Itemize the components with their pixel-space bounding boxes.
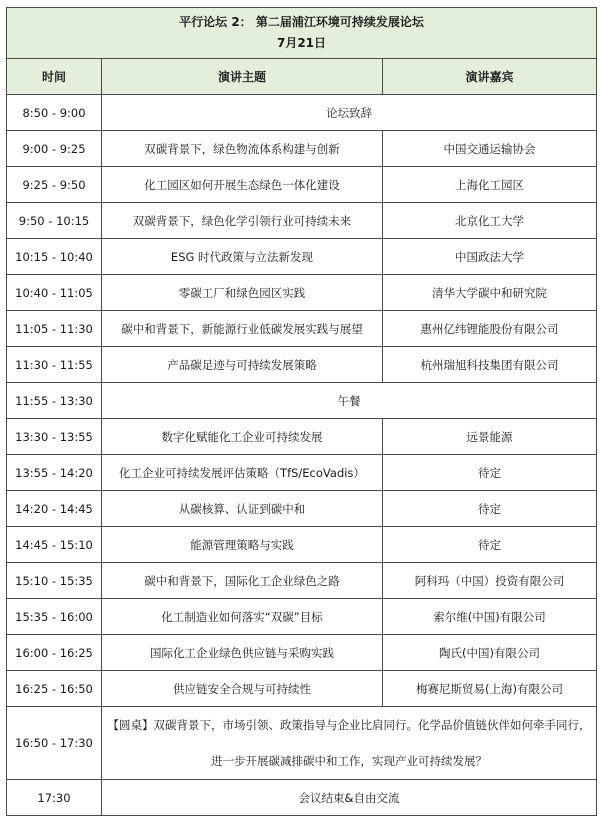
time-cell: 9:50 - 10:15 bbox=[7, 203, 102, 239]
table-row bbox=[7, 455, 597, 491]
speaker-cell: 杭州瑞旭科技集团有限公司 bbox=[383, 347, 597, 383]
speaker-cell: 中国政法大学 bbox=[383, 239, 597, 275]
table-row bbox=[7, 527, 597, 563]
time-cell: 8:50 - 9:00 bbox=[7, 95, 102, 131]
topic-cell: 双碳背景下，绿色化学引领行业可持续未来 bbox=[102, 203, 383, 239]
column-header-topic: 演讲主题 bbox=[102, 59, 383, 95]
speaker-cell: 待定 bbox=[383, 491, 597, 527]
topic-cell: 化工制造业如何落实“双碳”目标 bbox=[102, 599, 383, 635]
speaker-cell: 阿科玛（中国）投资有限公司 bbox=[383, 563, 597, 599]
topic-cell: 零碳工厂和绿色园区实践 bbox=[102, 275, 383, 311]
merged-topic-cell: 午餐 bbox=[102, 383, 597, 419]
time-cell: 15:35 - 16:00 bbox=[7, 599, 102, 635]
topic-cell: 碳中和背景下，国际化工企业绿色之路 bbox=[102, 563, 383, 599]
merged-topic-cell: 会议结束&自由交流 bbox=[102, 780, 597, 816]
table-row bbox=[7, 203, 597, 239]
roundtable-line-2: 进一步开展碳减排碳中和工作，实现产业可持续发展？ bbox=[211, 754, 487, 768]
time-cell: 15:10 - 15:35 bbox=[7, 563, 102, 599]
table-row bbox=[7, 347, 597, 383]
roundtable-topic-cell bbox=[102, 707, 597, 780]
table-row bbox=[7, 95, 597, 131]
speaker-cell: 上海化工园区 bbox=[383, 167, 597, 203]
topic-cell: ESG 时代政策与立法新发现 bbox=[102, 239, 383, 275]
agenda-table bbox=[6, 7, 597, 816]
time-cell: 9:00 - 9:25 bbox=[7, 131, 102, 167]
speaker-cell: 梅赛尼斯贸易(上海)有限公司 bbox=[383, 671, 597, 707]
topic-cell: 数字化赋能化工企业可持续发展 bbox=[102, 419, 383, 455]
speaker-cell: 待定 bbox=[383, 527, 597, 563]
forum-title: 平行论坛 2： 第二届浦江环境可持续发展论坛 bbox=[179, 15, 424, 29]
merged-topic-cell: 论坛致辞 bbox=[102, 95, 597, 131]
topic-cell: 供应链安全合规与可持续性 bbox=[102, 671, 383, 707]
speaker-cell: 惠州亿纬锂能股份有限公司 bbox=[383, 311, 597, 347]
speaker-cell: 索尔维(中国)有限公司 bbox=[383, 599, 597, 635]
table-row bbox=[7, 131, 597, 167]
topic-cell: 能源管理策略与实践 bbox=[102, 527, 383, 563]
column-header-row bbox=[7, 59, 597, 95]
time-cell: 17:30 bbox=[7, 780, 102, 816]
time-cell: 11:55 - 13:30 bbox=[7, 383, 102, 419]
table-row bbox=[7, 239, 597, 275]
table-row bbox=[7, 671, 597, 707]
speaker-cell: 中国交通运输协会 bbox=[383, 131, 597, 167]
table-row bbox=[7, 491, 597, 527]
topic-cell: 产品碳足迹与可持续发展策略 bbox=[102, 347, 383, 383]
time-cell: 11:30 - 11:55 bbox=[7, 347, 102, 383]
topic-cell: 化工企业可持续发展评估策略（TfS/EcoVadis） bbox=[102, 455, 383, 491]
time-cell: 14:45 - 15:10 bbox=[7, 527, 102, 563]
time-cell: 13:55 - 14:20 bbox=[7, 455, 102, 491]
table-row bbox=[7, 780, 597, 816]
table-row bbox=[7, 383, 597, 419]
time-cell: 14:20 - 14:45 bbox=[7, 491, 102, 527]
table-row bbox=[7, 635, 597, 671]
title-row bbox=[7, 8, 597, 59]
topic-cell: 国际化工企业绿色供应链与采购实践 bbox=[102, 635, 383, 671]
column-header-speaker: 演讲嘉宾 bbox=[383, 59, 597, 95]
time-cell: 9:25 - 9:50 bbox=[7, 167, 102, 203]
time-cell: 16:00 - 16:25 bbox=[7, 635, 102, 671]
agenda-container bbox=[6, 7, 596, 816]
time-cell: 10:40 - 11:05 bbox=[7, 275, 102, 311]
forum-date: 7月21日 bbox=[276, 36, 327, 50]
time-cell: 16:25 - 16:50 bbox=[7, 671, 102, 707]
table-row bbox=[7, 563, 597, 599]
table-row bbox=[7, 599, 597, 635]
time-cell: 11:05 - 11:30 bbox=[7, 311, 102, 347]
table-row bbox=[7, 419, 597, 455]
speaker-cell: 北京化工大学 bbox=[383, 203, 597, 239]
time-cell: 16:50 - 17:30 bbox=[7, 707, 102, 780]
speaker-cell: 待定 bbox=[383, 455, 597, 491]
time-cell: 13:30 - 13:55 bbox=[7, 419, 102, 455]
speaker-cell: 清华大学碳中和研究院 bbox=[383, 275, 597, 311]
table-row bbox=[7, 275, 597, 311]
speaker-cell: 陶氏(中国)有限公司 bbox=[383, 635, 597, 671]
table-row-roundtable bbox=[7, 707, 597, 780]
roundtable-line-1: 【圆桌】双碳背景下，市场引领、政策指导与企业比肩同行。化学品价值链伙伴如何牵手同行， bbox=[107, 718, 591, 732]
column-header-time: 时间 bbox=[7, 59, 102, 95]
table-row bbox=[7, 167, 597, 203]
table-title bbox=[7, 8, 597, 59]
topic-cell: 碳中和背景下，新能源行业低碳发展实践与展望 bbox=[102, 311, 383, 347]
time-cell: 10:15 - 10:40 bbox=[7, 239, 102, 275]
topic-cell: 从碳核算、认证到碳中和 bbox=[102, 491, 383, 527]
topic-cell: 双碳背景下，绿色物流体系构建与创新 bbox=[102, 131, 383, 167]
table-row bbox=[7, 311, 597, 347]
topic-cell: 化工园区如何开展生态绿色一体化建设 bbox=[102, 167, 383, 203]
speaker-cell: 远景能源 bbox=[383, 419, 597, 455]
